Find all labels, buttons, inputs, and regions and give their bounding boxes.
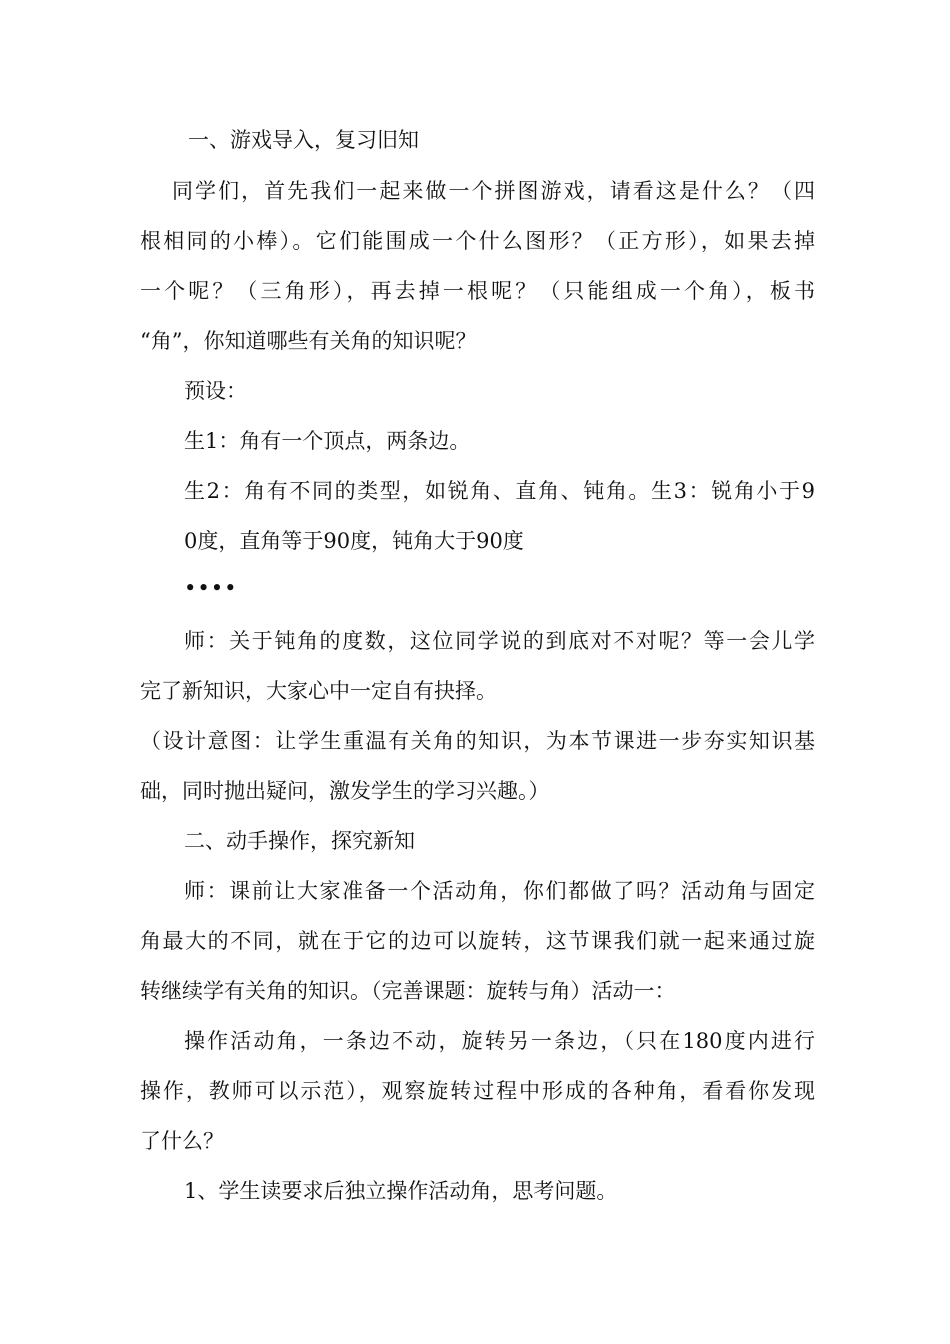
student-2-answer-line-1: 生2：角有不同的类型，如锐角、直角、钝角。生3：锐角小于9 bbox=[184, 479, 815, 503]
paragraph-intro-line-1: 同学们，首先我们一起来做一个拼图游戏，请看这是什么？（四 bbox=[172, 179, 815, 203]
design-intent-line-2: 础，同时抛出疑问，激发学生的学习兴趣。） bbox=[140, 779, 550, 803]
paragraph-intro-line-4: “角”，你知道哪些有关角的知识呢？ bbox=[140, 329, 477, 353]
section1-heading: 一、游戏导入，复习旧知 bbox=[188, 128, 419, 152]
design-intent-line-1: （设计意图：让学生重温有关角的知识，为本节课进一步夯实知识基 bbox=[140, 729, 815, 753]
paragraph-intro-line-3: 一个呢？（三角形），再去掉一根呢？（只能组成一个角），板书 bbox=[140, 279, 815, 303]
preset-label: 预设： bbox=[184, 379, 247, 403]
paragraph-intro-line-2: 根相同的小棒）。它们能围成一个什么图形？（正方形），如果去掉 bbox=[140, 229, 815, 253]
activity-line-2: 操作，教师可以示范），观察旋转过程中形成的各种角，看看你发现 bbox=[140, 1079, 815, 1103]
teacher-1-line-2: 完了新知识，大家心中一定自有抉择。 bbox=[140, 679, 497, 703]
section2-heading: 二、动手操作，探究新知 bbox=[184, 829, 415, 853]
teacher-1-line-1: 师：关于钝角的度数，这位同学说的到底对不对呢？等一会儿学 bbox=[184, 629, 815, 653]
student-1-answer: 生1：角有一个顶点，两条边。 bbox=[184, 429, 471, 453]
teacher-2-line-3: 转继续学有关角的知识。（完善课题：旋转与角）活动一： bbox=[140, 979, 676, 1003]
step-1: 1、学生读要求后独立操作活动角，思考问题。 bbox=[184, 1179, 618, 1203]
student-2-answer-line-2: 0度，直角等于90度，钝角大于90度 bbox=[184, 529, 524, 553]
activity-line-3: 了什么？ bbox=[140, 1129, 224, 1153]
ellipsis-dots: •••• bbox=[184, 576, 238, 600]
teacher-2-line-1: 师：课前让大家准备一个活动角，你们都做了吗？活动角与固定 bbox=[184, 879, 815, 903]
teacher-2-line-2: 角最大的不同，就在于它的边可以旋转，这节课我们就一起来通过旋 bbox=[140, 929, 815, 953]
activity-line-1: 操作活动角，一条边不动，旋转另一条边，（只在180度内进行 bbox=[184, 1029, 815, 1053]
